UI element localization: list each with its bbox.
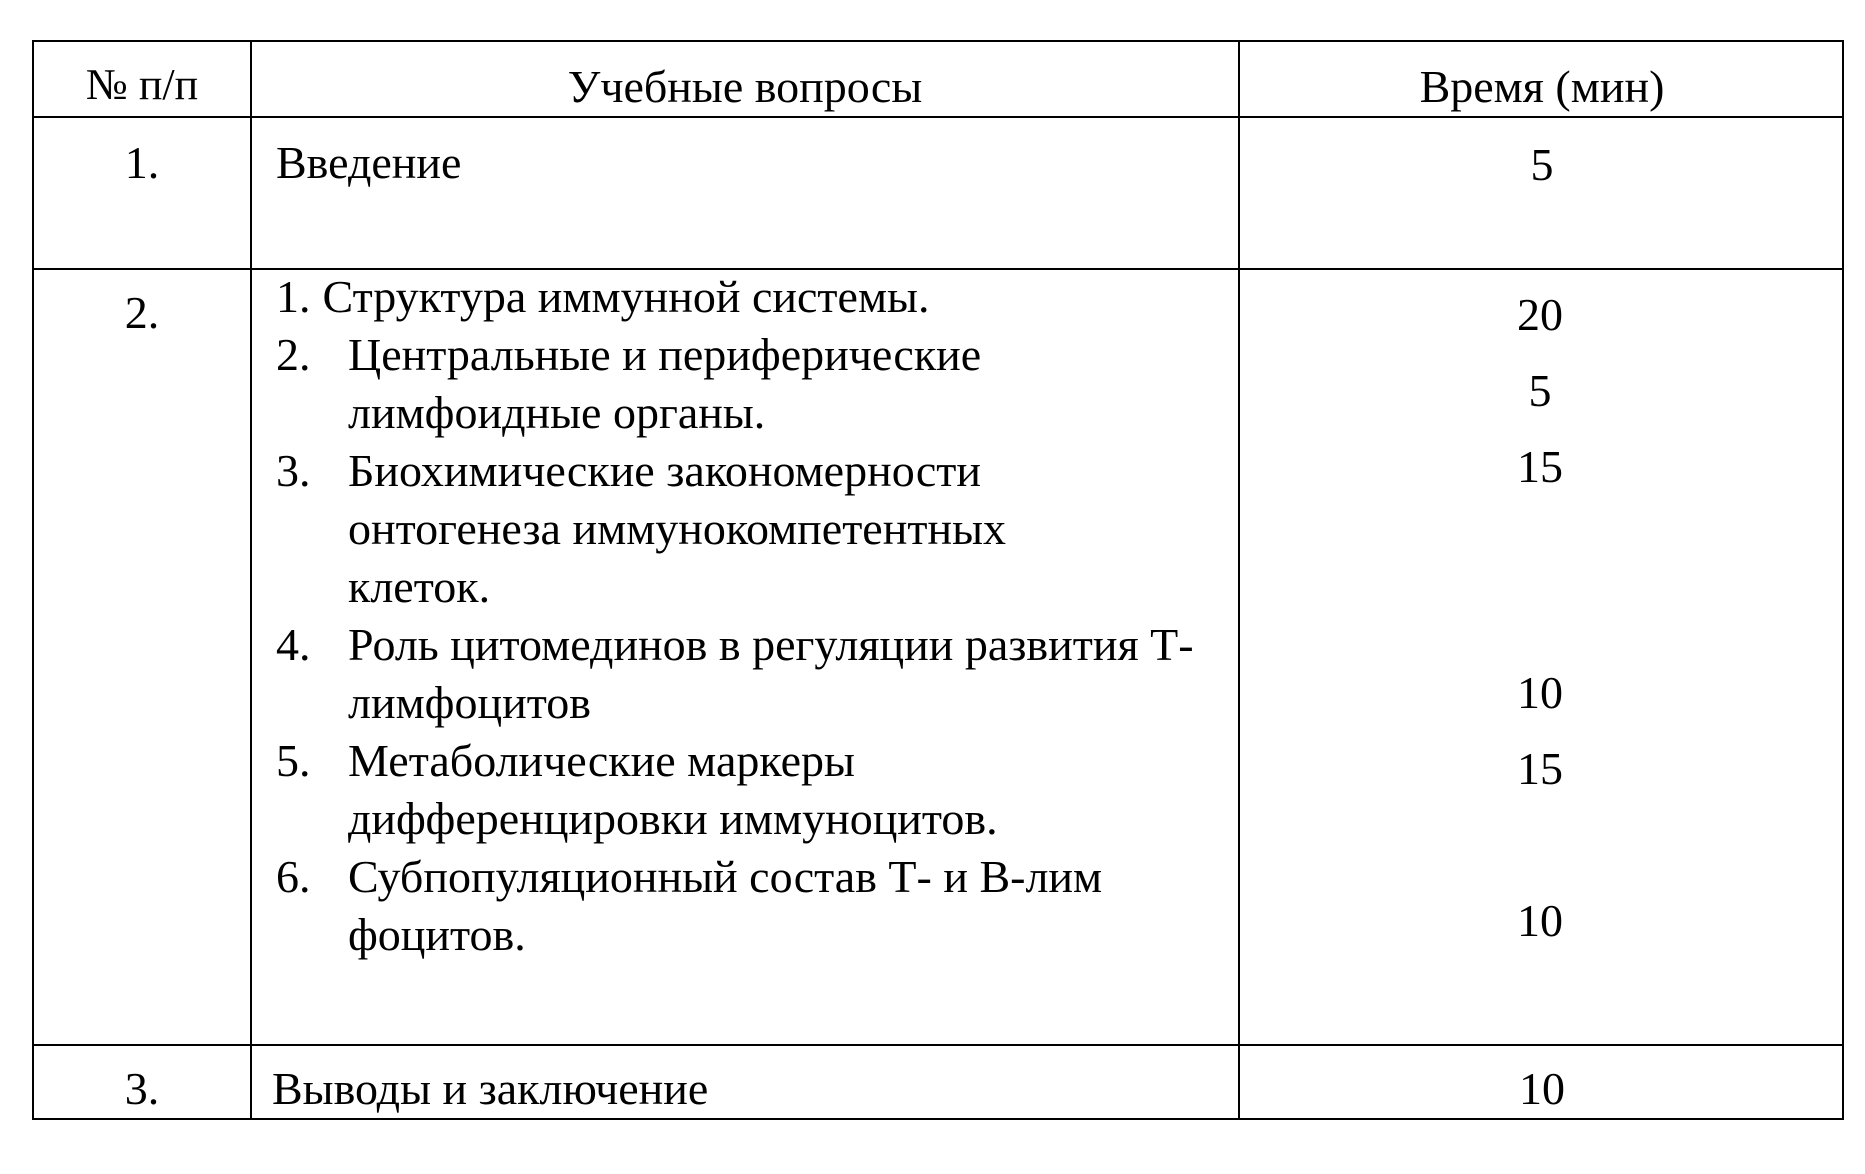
row-2-time-1: 20 (1517, 289, 1563, 340)
row-1-time: 5 (1530, 139, 1554, 190)
list-item-text: Биохимические закономерности онтогенеза иммунокомпетентных клеток. (348, 445, 1006, 612)
row-3-number: 3. (124, 1063, 160, 1114)
header-number: № п/п (85, 60, 199, 109)
row-2-question-list (276, 268, 1236, 964)
list-item (276, 732, 1236, 848)
list-item-number: 6. (276, 851, 311, 902)
row-2-time-4: 10 (1517, 667, 1563, 718)
row-1-question: Введение (276, 137, 462, 188)
table-border-bottom (32, 1118, 1844, 1120)
list-item-text: Метаболические маркеры дифференцировки иммуноцитов. (348, 735, 998, 844)
header-time: Время (мин) (1419, 61, 1665, 112)
row-3-question: Выводы и заключение (272, 1063, 709, 1114)
row-3-time: 10 (1519, 1063, 1565, 1114)
list-item (276, 326, 1236, 442)
column-divider-2 (1238, 40, 1240, 1120)
list-item (276, 616, 1236, 732)
row-2-divider (32, 1044, 1844, 1046)
table-border-right (1842, 40, 1844, 1120)
table-border-left (32, 40, 34, 1120)
list-item-text: Роль цитомединов в регуляции развития Т-лимфоцитов (348, 619, 1194, 728)
row-1-number: 1. (124, 137, 160, 188)
list-item (276, 442, 1236, 616)
list-item-text: Субпопуляционный состав Т- и В-лимфоцитов. (348, 851, 1103, 960)
row-2-number: 2. (124, 287, 160, 338)
header-divider (32, 116, 1844, 118)
list-item-number: 2. (276, 329, 311, 380)
row-2-time-5: 15 (1517, 743, 1563, 794)
row-2-time-2: 5 (1528, 365, 1552, 416)
list-item-number: 4. (276, 619, 311, 670)
header-questions: Учебные вопросы (567, 61, 923, 112)
list-item-number: 3. (276, 445, 311, 496)
row-2-time-6: 10 (1517, 895, 1563, 946)
list-item (276, 268, 1236, 326)
list-item-text: Центральные и периферические лимфоидные органы. (348, 329, 982, 438)
list-item (276, 848, 1236, 964)
list-item-number: 1. (276, 271, 311, 322)
list-item-number: 5. (276, 735, 311, 786)
column-divider-1 (250, 40, 252, 1120)
list-item-text: Структура иммунной системы. (322, 271, 930, 322)
table-border-top (32, 40, 1844, 42)
row-2-time-3: 15 (1517, 441, 1563, 492)
